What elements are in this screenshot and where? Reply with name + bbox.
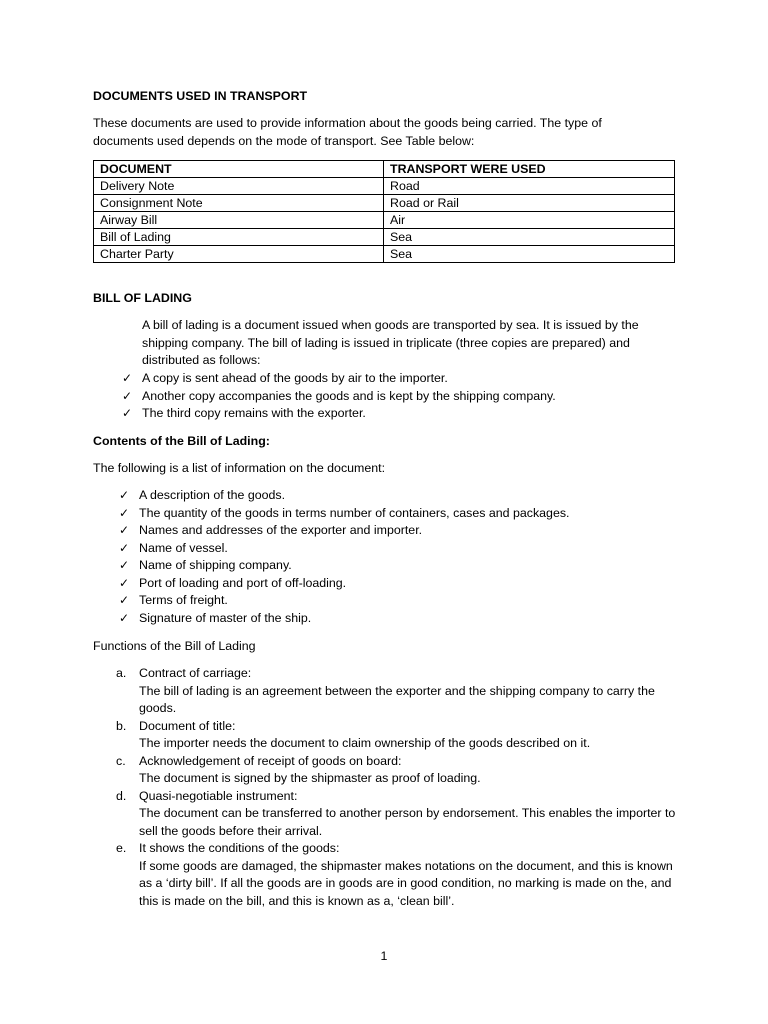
contents-list [93, 487, 683, 627]
list-item: ✓ Signature of master of the ship. [93, 610, 683, 628]
bill-intro-paragraph: A bill of lading is a document issued when goods are transported by sea. It is issued by the shipping company. The bill of lading is issued in triplicate (three copies are prepared) and distributed as follows: [142, 318, 639, 367]
check-icon: ✓ [119, 540, 130, 555]
column-header-transport: TRANSPORT WERE USED [384, 161, 675, 178]
check-icon: ✓ [119, 523, 130, 537]
copies-list [96, 370, 686, 423]
list-item [93, 665, 683, 718]
list-item: ✓ Terms of freight. [93, 592, 683, 610]
check-icon: ✓ [122, 388, 133, 403]
function-text: The document is signed by the shipmaster as proof of loading. [139, 771, 481, 785]
check-icon: ✓ [119, 593, 130, 607]
list-letter: b. [116, 718, 127, 733]
functions-heading: Functions of the Bill of Lading [93, 639, 256, 653]
page-title: DOCUMENTS USED IN TRANSPORT [93, 89, 308, 103]
table-cell: Delivery Note [94, 178, 384, 195]
table-cell: Sea [384, 229, 675, 246]
list-item: ✓ The quantity of the goods in terms number of containers, cases and packages. [93, 505, 683, 523]
check-icon: ✓ [119, 575, 130, 590]
check-icon: ✓ [119, 610, 130, 625]
function-title: Acknowledgement of receipt of goods on board: [139, 753, 402, 768]
table-row [94, 212, 675, 229]
table-header-row [94, 161, 675, 178]
function-title: It shows the conditions of the goods: [139, 841, 340, 855]
page-number: 1 [380, 949, 388, 963]
check-icon: ✓ [119, 488, 130, 502]
list-item [93, 718, 683, 753]
list-item [93, 753, 683, 788]
intro-paragraph: These documents are used to provide information about the goods being carried. The type of documents used depends on the mode of transport. See Table below: [93, 116, 602, 148]
function-title: Contract of carriage: [139, 666, 252, 680]
list-letter: e. [116, 841, 127, 855]
table-cell: Charter Party [94, 246, 384, 263]
table-row [94, 229, 675, 246]
list-item: ✓ A copy is sent ahead of the goods by air to the importer. [96, 370, 686, 388]
table-cell: Air [384, 212, 675, 229]
contents-heading: Contents of the Bill of Lading: [93, 434, 270, 448]
list-letter: a. [116, 666, 127, 680]
contents-intro: The following is a list of information on the document: [93, 461, 386, 475]
table-row [94, 195, 675, 212]
table-cell: Consignment Note [94, 195, 384, 212]
table-cell: Sea [384, 246, 675, 263]
list-item: ✓ Another copy accompanies the goods and is kept by the shipping company. [96, 388, 686, 406]
function-text: The importer needs the document to claim ownership of the goods described on it. [139, 736, 591, 750]
function-text: The document can be transferred to another person by endorsement. This enables the importer to sell the goods before their arrival. [139, 806, 676, 838]
list-item: ✓ Name of shipping company. [93, 557, 683, 575]
list-item: ✓ Names and addresses of the exporter and importer. [93, 522, 683, 540]
function-title: Quasi-negotiable instrument: [139, 788, 298, 803]
table-row [94, 246, 675, 263]
column-header-document: DOCUMENT [94, 161, 384, 178]
list-letter: c. [116, 753, 126, 768]
transport-documents-table [93, 160, 675, 263]
list-item [93, 840, 683, 910]
function-text: The bill of lading is an agreement between the exporter and the shipping company to carry the goods. [139, 683, 655, 715]
list-item [93, 788, 683, 841]
table-cell: Road [384, 178, 675, 195]
table-cell: Road or Rail [384, 195, 675, 212]
table-cell: Bill of Lading [94, 229, 384, 246]
functions-list [93, 665, 683, 910]
check-icon: ✓ [122, 406, 133, 420]
list-item: ✓ The third copy remains with the exporter. [96, 405, 686, 423]
function-title: Document of title: [139, 718, 236, 733]
list-item: ✓ A description of the goods. [93, 487, 683, 505]
list-item: ✓ Port of loading and port of off-loading. [93, 575, 683, 593]
bill-of-lading-heading: BILL OF LADING [93, 291, 192, 305]
check-icon: ✓ [122, 371, 133, 385]
table-row [94, 178, 675, 195]
check-icon: ✓ [119, 505, 130, 520]
function-text: If some goods are damaged, the shipmaster makes notations on the document, and this is known as a ‘dirty bill’. If all the goods are in goods are in good condition, no marking is made on the, and this is made on the bill, and this is known as a, ‘clean bill’. [139, 858, 673, 908]
list-letter: d. [116, 788, 127, 803]
table-cell: Airway Bill [94, 212, 384, 229]
list-item: ✓ Name of vessel. [93, 540, 683, 558]
check-icon: ✓ [119, 558, 130, 572]
